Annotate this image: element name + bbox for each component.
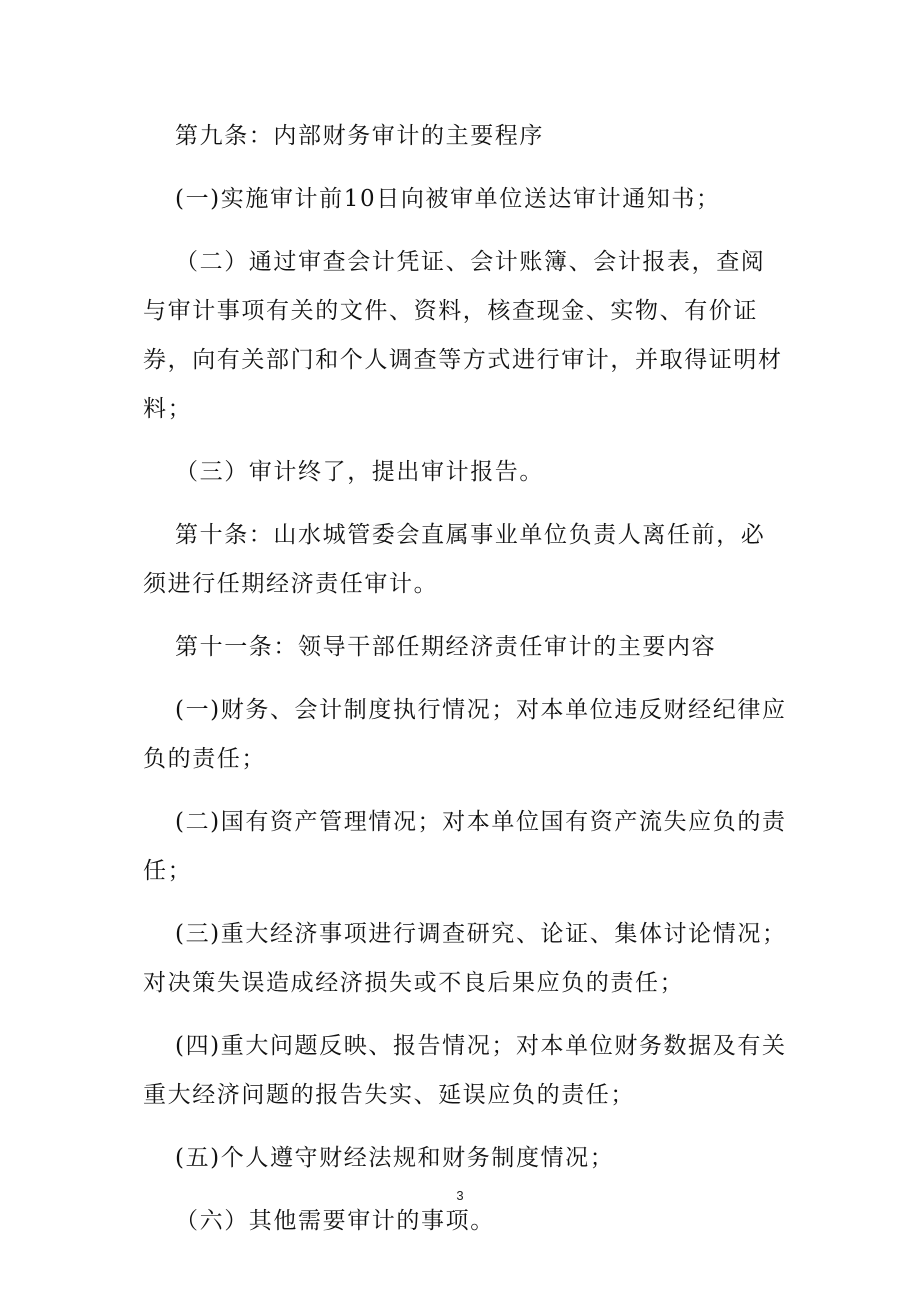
article-9-item-3: （三）审计终了，提出审计报告。 <box>175 459 544 485</box>
article-11-heading: 第十一条：领导干部任期经济责任审计的主要内容 <box>175 634 717 660</box>
article-11-item-1: (一)财务、会计制度执行情况；对本单位违反财经纪律应负的责任； <box>143 697 787 772</box>
document-body <box>143 112 789 1246</box>
article-9-item-2: （二）通过审查会计凭证、会计账簿、会计报表，查阅与审计事项有关的文件、资料，核查现金、实物、有价证券，向有关部门和个人调查等方式进行审计，并取得证明材料； <box>143 249 783 422</box>
article-11-item-4: (四)重大问题反映、报告情况；对本单位财务数据及有关重大经济问题的报告失实、延误应负的责任； <box>143 1033 787 1108</box>
article-9-item-1: (一)实施审计前10日向被审单位送达审计通知书； <box>175 186 721 212</box>
article-11-item-5: (五)个人遵守财经法规和财务制度情况； <box>175 1145 615 1171</box>
article-9-heading: 第九条：内部财务审计的主要程序 <box>175 123 544 149</box>
page-number: 3 <box>456 1188 464 1203</box>
article-11-item-3: (三)重大经济事项进行调查研究、论证、集体讨论情况；对决策失误造成经济损失或不良后果应负的责任； <box>143 921 787 996</box>
article-11-item-6: （六）其他需要审计的事项。 <box>175 1208 495 1234</box>
article-10: 第十条：山水城管委会直属事业单位负责人离任前，必须进行任期经济责任审计。 <box>143 522 766 597</box>
article-11-item-2: (二)国有资产管理情况；对本单位国有资产流失应负的责任； <box>143 809 787 884</box>
